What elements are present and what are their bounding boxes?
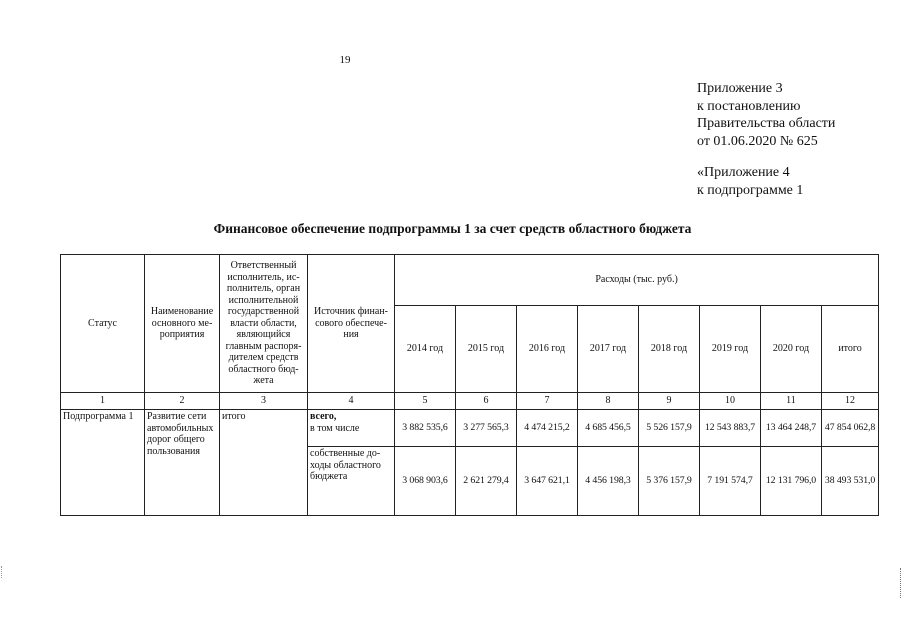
scan-edge-mark	[1, 566, 4, 578]
column-number: 8	[578, 393, 639, 410]
column-number: 12	[822, 393, 879, 410]
header-year: 2014 год	[395, 306, 456, 393]
cell-value: 3 882 535,6	[395, 410, 456, 447]
table-row	[61, 410, 879, 447]
cell-value: 13 464 248,7	[761, 410, 822, 447]
cell-value: 4 456 198,3	[578, 447, 639, 516]
column-number: 9	[639, 393, 700, 410]
cell-value: 2 621 279,4	[456, 447, 517, 516]
cell-value: 4 685 456,5	[578, 410, 639, 447]
header-year: 2016 год	[517, 306, 578, 393]
source-label: в том числе	[310, 422, 360, 434]
header-event-name: Наименование основного ме-роприятия	[145, 255, 220, 393]
cell-value: 5 526 157,9	[639, 410, 700, 447]
header-year: 2018 год	[639, 306, 700, 393]
appendix-ref-line: к подпрограмме 1	[697, 182, 804, 198]
header-year: 2019 год	[700, 306, 761, 393]
appendix-line: Правительства области	[697, 116, 836, 131]
cell-source-total	[308, 410, 395, 447]
scan-edge-mark	[900, 568, 903, 598]
column-number: 1	[61, 393, 145, 410]
column-number: 3	[220, 393, 308, 410]
cell-value: 7 191 574,7	[700, 447, 761, 516]
column-number: 2	[145, 393, 220, 410]
header-year: 2020 год	[761, 306, 822, 393]
cell-event: Развитие сети автомобильных дорог общего пользования	[145, 410, 220, 516]
column-number: 5	[395, 393, 456, 410]
cell-value: 38 493 531,0	[822, 447, 879, 516]
cell-value: 3 068 903,6	[395, 447, 456, 516]
column-number: 4	[308, 393, 395, 410]
source-label-bold: всего,	[310, 411, 337, 422]
appendix-line: от 01.06.2020 № 625	[697, 133, 818, 149]
column-number: 7	[517, 393, 578, 410]
cell-value: 4 474 215,2	[517, 410, 578, 447]
cell-executor: итого	[220, 410, 308, 516]
appendix-block	[697, 80, 835, 199]
page-number: 19	[339, 54, 351, 66]
cell-value: 47 854 062,8	[822, 410, 879, 447]
header-year: 2015 год	[456, 306, 517, 393]
appendix-line: к постановлению	[697, 98, 801, 114]
appendix-line: Приложение 3	[697, 81, 783, 96]
column-number: 6	[456, 393, 517, 410]
column-number-row	[61, 393, 879, 410]
cell-value: 5 376 157,9	[639, 447, 700, 516]
document-title: Финансовое обеспечение подпрограммы 1 за счет средств областного бюджета	[213, 221, 692, 236]
column-number: 10	[700, 393, 761, 410]
header-executor: Ответственный исполнитель, ис-полнитель, орган исполнительной государственной власти области, являющийся главным распоря-дителем средств областного бюд-жета	[220, 255, 308, 393]
header-year: 2017 год	[578, 306, 639, 393]
cell-value: 3 647 621,1	[517, 447, 578, 516]
cell-value: 12 131 796,0	[761, 447, 822, 516]
cell-value: 3 277 565,3	[456, 410, 517, 447]
column-number: 11	[761, 393, 822, 410]
header-total: итого	[822, 306, 879, 393]
cell-value: 12 543 883,7	[700, 410, 761, 447]
financing-table	[60, 254, 879, 516]
appendix-ref-line: «Приложение 4	[697, 165, 790, 180]
header-status: Статус	[61, 255, 145, 393]
header-funding-source: Источник финан-сового обеспече-ния	[308, 255, 395, 393]
header-expenses: Расходы (тыс. руб.)	[395, 255, 879, 306]
cell-source-own-revenue: собственные до-ходы областного бюджета	[308, 447, 395, 516]
cell-status: Подпрограмма 1	[61, 410, 145, 516]
